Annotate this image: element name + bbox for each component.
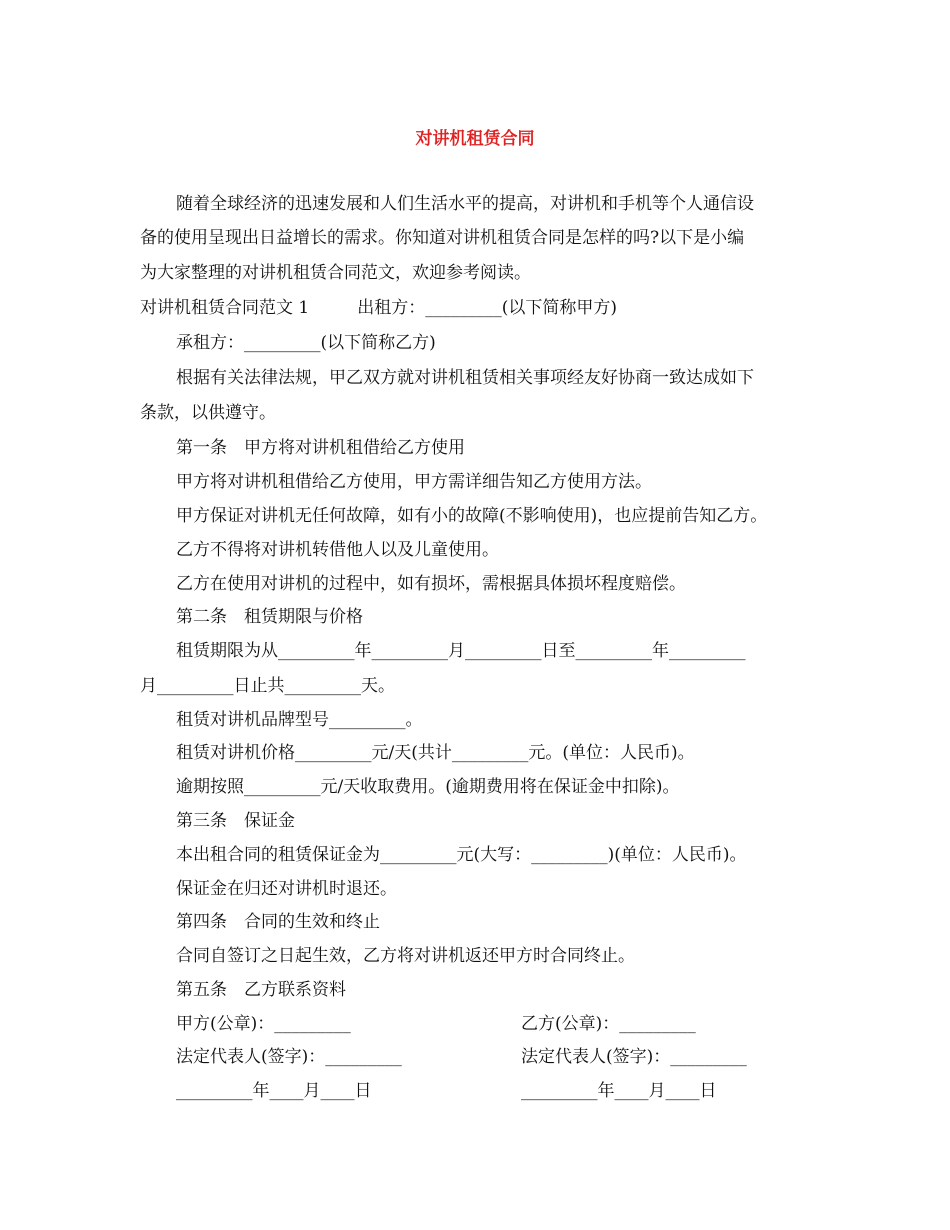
party-b-seal-field: 乙方(公章)：_________	[521, 1014, 696, 1034]
article-2-line: 逾期按照_________元/天收取费用。(逾期费用将在保证金中扣除)。	[176, 777, 680, 797]
lessor-field: 出租方：_________(以下简称甲方)	[357, 298, 617, 318]
document-title: 对讲机租赁合同	[415, 129, 535, 149]
article-5-title: 第五条 乙方联系资料	[176, 980, 346, 1000]
article-3-line: 本出租合同的租赁保证金为_________元(大写：_________)(单位：人民币)。	[176, 845, 747, 865]
intro-line: 随着全球经济的迅速发展和人们生活水平的提高，对讲机和手机等个人通信设	[176, 194, 754, 214]
article-1-line: 甲方将对讲机租借给乙方使用，甲方需详细告知乙方使用方法。	[176, 472, 652, 492]
party-b-date-field: _________年____月____日	[521, 1081, 717, 1101]
article-3-title: 第三条 保证金	[176, 811, 295, 831]
sample-heading-line	[140, 298, 830, 318]
party-a-seal-field: 甲方(公章)：_________	[176, 1014, 351, 1034]
preamble-line: 条款，以供遵守。	[140, 403, 276, 423]
party-b-rep-field: 法定代表人(签字)：_________	[521, 1047, 747, 1067]
party-a-rep-field: 法定代表人(签字)：_________	[176, 1047, 402, 1067]
article-2-line: 租赁期限为从_________年_________月_________日至_________年_________	[176, 641, 746, 661]
intro-line: 备的使用呈现出日益增长的需求。你知道对讲机租赁合同是怎样的吗?以下是小编	[140, 228, 745, 248]
lessee-field: 承租方：_________(以下简称乙方)	[176, 333, 436, 353]
article-2-line: 月_________日止共_________天。	[140, 676, 395, 696]
article-1-line: 乙方在使用对讲机的过程中，如有损坏，需根据具体损坏程度赔偿。	[176, 574, 686, 594]
article-4-line: 合同自签订之日起生效，乙方将对讲机返还甲方时合同终止。	[176, 946, 635, 966]
party-a-date-field: _________年____月____日	[176, 1081, 372, 1101]
article-1-line: 乙方不得将对讲机转借他人以及儿童使用。	[176, 540, 499, 560]
article-2-title: 第二条 租赁期限与价格	[176, 607, 363, 627]
article-1-line: 甲方保证对讲机无任何故障，如有小的故障(不影响使用)，也应提前告知乙方。	[176, 506, 768, 526]
article-1-title: 第一条 甲方将对讲机租借给乙方使用	[176, 438, 465, 458]
preamble-line: 根据有关法律法规，甲乙双方就对讲机租赁相关事项经友好协商一致达成如下	[176, 368, 754, 388]
article-4-title: 第四条 合同的生效和终止	[176, 912, 380, 932]
intro-line: 为大家整理的对讲机租赁合同范文，欢迎参考阅读。	[140, 263, 531, 283]
sample-heading: 对讲机租赁合同范文 1	[140, 298, 310, 318]
article-2-line: 租赁对讲机价格_________元/天(共计_________元。(单位：人民币)。	[176, 743, 695, 763]
article-3-line: 保证金在归还对讲机时退还。	[176, 879, 397, 899]
article-2-line: 租赁对讲机品牌型号_________。	[176, 710, 423, 730]
